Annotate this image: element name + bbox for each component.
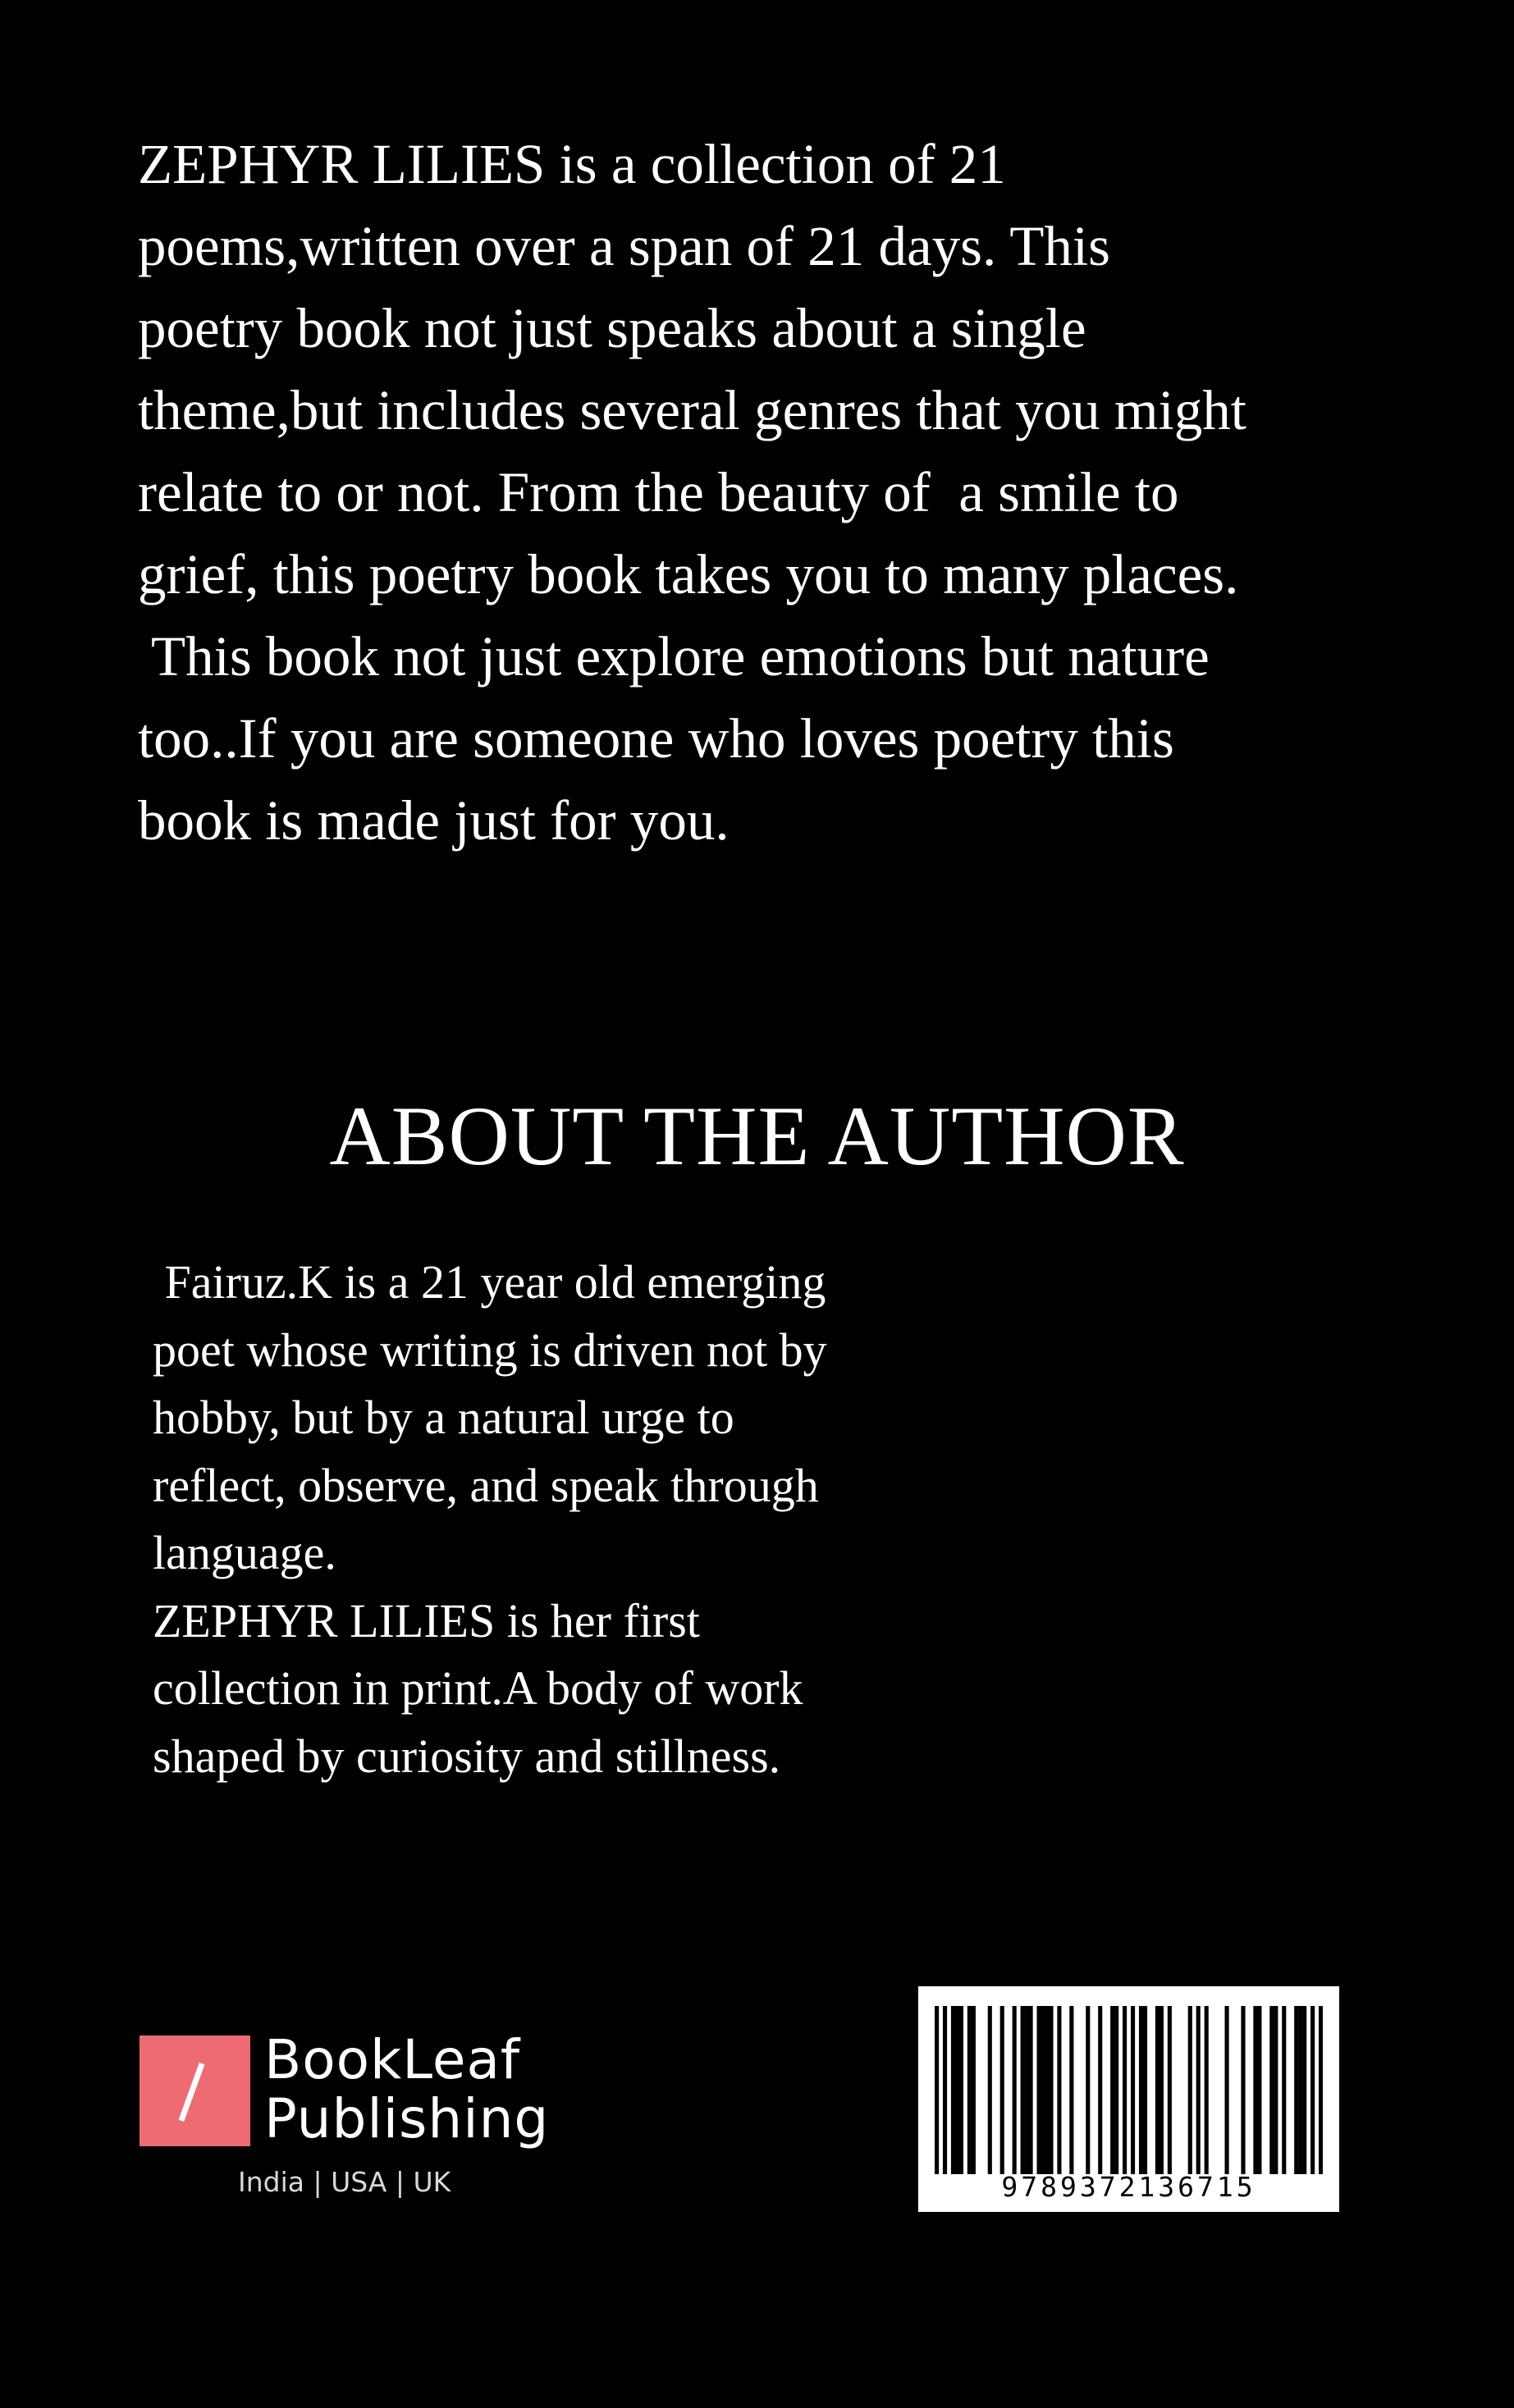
barcode-number: 9789372136715 bbox=[1001, 2171, 1256, 2203]
publisher-name-line2: Publishing bbox=[264, 2087, 550, 2150]
author-bio bbox=[153, 1249, 973, 1790]
barcode-bar bbox=[1225, 2006, 1229, 2174]
barcode-bar bbox=[1086, 2006, 1090, 2174]
barcode-bar bbox=[1155, 2006, 1160, 2174]
about-author-heading: ABOUT THE AUTHOR bbox=[329, 1090, 1185, 1183]
barcode-bar bbox=[1057, 2006, 1061, 2174]
barcode-bar bbox=[1139, 2006, 1143, 2174]
slash-icon bbox=[179, 2063, 205, 2122]
barcode-bar bbox=[951, 2006, 955, 2174]
barcode-bar bbox=[972, 2006, 976, 2174]
author-bio-line: poet whose writing is driven not by bbox=[153, 1323, 827, 1377]
barcode-bar bbox=[1013, 2006, 1017, 2174]
blurb-line: too..If you are someone who loves poetry this bbox=[138, 707, 1174, 770]
barcode-bar bbox=[1049, 2006, 1053, 2174]
author-bio-line: collection in print.A body of work bbox=[153, 1661, 803, 1715]
blurb-line: poems,written over a span of 21 days. This bbox=[138, 215, 1110, 277]
author-bio-line: Fairuz.K is a 21 year old emerging bbox=[153, 1255, 826, 1309]
barcode-bar bbox=[1253, 2006, 1257, 2174]
barcode-bar bbox=[935, 2006, 939, 2174]
barcode-bar bbox=[1160, 2006, 1164, 2174]
barcode-bar bbox=[1110, 2006, 1114, 2174]
barcode-bar bbox=[1241, 2006, 1245, 2174]
barcode-bar bbox=[1029, 2006, 1033, 2174]
barcode-bar bbox=[1069, 2006, 1073, 2174]
barcode-bar bbox=[1205, 2006, 1209, 2174]
author-bio-line: ZEPHYR LILIES is her first bbox=[153, 1593, 700, 1647]
blurb-line: ZEPHYR LILIES is a collection of 21 bbox=[138, 133, 1006, 195]
barcode-bar bbox=[1196, 2006, 1201, 2174]
author-bio-line: language. bbox=[153, 1526, 336, 1579]
barcode-bar bbox=[1294, 2006, 1298, 2174]
barcode-bar bbox=[988, 2006, 992, 2174]
blurb-line: relate to or not. From the beauty of a smile to bbox=[138, 461, 1179, 523]
blurb-line: grief, this poetry book takes you to many places. bbox=[138, 543, 1239, 605]
barcode-bar bbox=[1114, 2006, 1118, 2174]
barcode-bar bbox=[1298, 2006, 1302, 2174]
back-cover-blurb bbox=[138, 123, 1418, 861]
barcode-bar bbox=[1036, 2006, 1041, 2174]
blurb-line: book is made just for you. bbox=[138, 789, 730, 852]
barcode-bar bbox=[1302, 2006, 1306, 2174]
barcode-bar bbox=[1025, 2006, 1029, 2174]
barcode-bar bbox=[1041, 2006, 1045, 2174]
barcode-bar bbox=[1188, 2006, 1192, 2174]
publisher-logo-mark bbox=[140, 2036, 250, 2146]
author-bio-line: hobby, but by a natural urge to bbox=[153, 1391, 734, 1444]
author-bio-line: shaped by curiosity and stillness. bbox=[153, 1729, 781, 1783]
barcode-bar bbox=[1282, 2006, 1286, 2174]
barcode-bar bbox=[1098, 2006, 1102, 2174]
barcode-bar bbox=[959, 2006, 963, 2174]
barcode-bar bbox=[1319, 2006, 1323, 2174]
barcode-bar bbox=[1269, 2006, 1274, 2174]
publisher-name bbox=[264, 2028, 550, 2150]
isbn-barcode bbox=[918, 1986, 1339, 2212]
author-bio-line: reflect, observe, and speak through bbox=[153, 1458, 819, 1512]
barcode-bar bbox=[1123, 2006, 1127, 2174]
barcode-bar bbox=[1131, 2006, 1135, 2174]
publisher-name-line1: BookLeaf bbox=[264, 2028, 521, 2091]
barcode-bar bbox=[967, 2006, 972, 2174]
barcode-bar bbox=[943, 2006, 947, 2174]
barcode-bar bbox=[955, 2006, 959, 2174]
barcode-bar bbox=[1274, 2006, 1278, 2174]
barcode-bar bbox=[1310, 2006, 1315, 2174]
barcode-bar bbox=[1021, 2006, 1025, 2174]
barcode-bar bbox=[1045, 2006, 1049, 2174]
barcode-bar bbox=[1257, 2006, 1261, 2174]
barcode-bars bbox=[935, 2006, 1323, 2174]
blurb-line: theme,but includes several genres that you might bbox=[138, 379, 1246, 441]
barcode-bar bbox=[1000, 2006, 1004, 2174]
barcode-bar bbox=[1143, 2006, 1147, 2174]
blurb-line: This book not just explore emotions but nature bbox=[138, 625, 1210, 688]
publisher-regions: India | USA | UK bbox=[238, 2166, 451, 2198]
publisher-logo bbox=[140, 2028, 566, 2211]
blurb-line: poetry book not just speaks about a single bbox=[138, 297, 1086, 359]
barcode-bar bbox=[1168, 2006, 1172, 2174]
